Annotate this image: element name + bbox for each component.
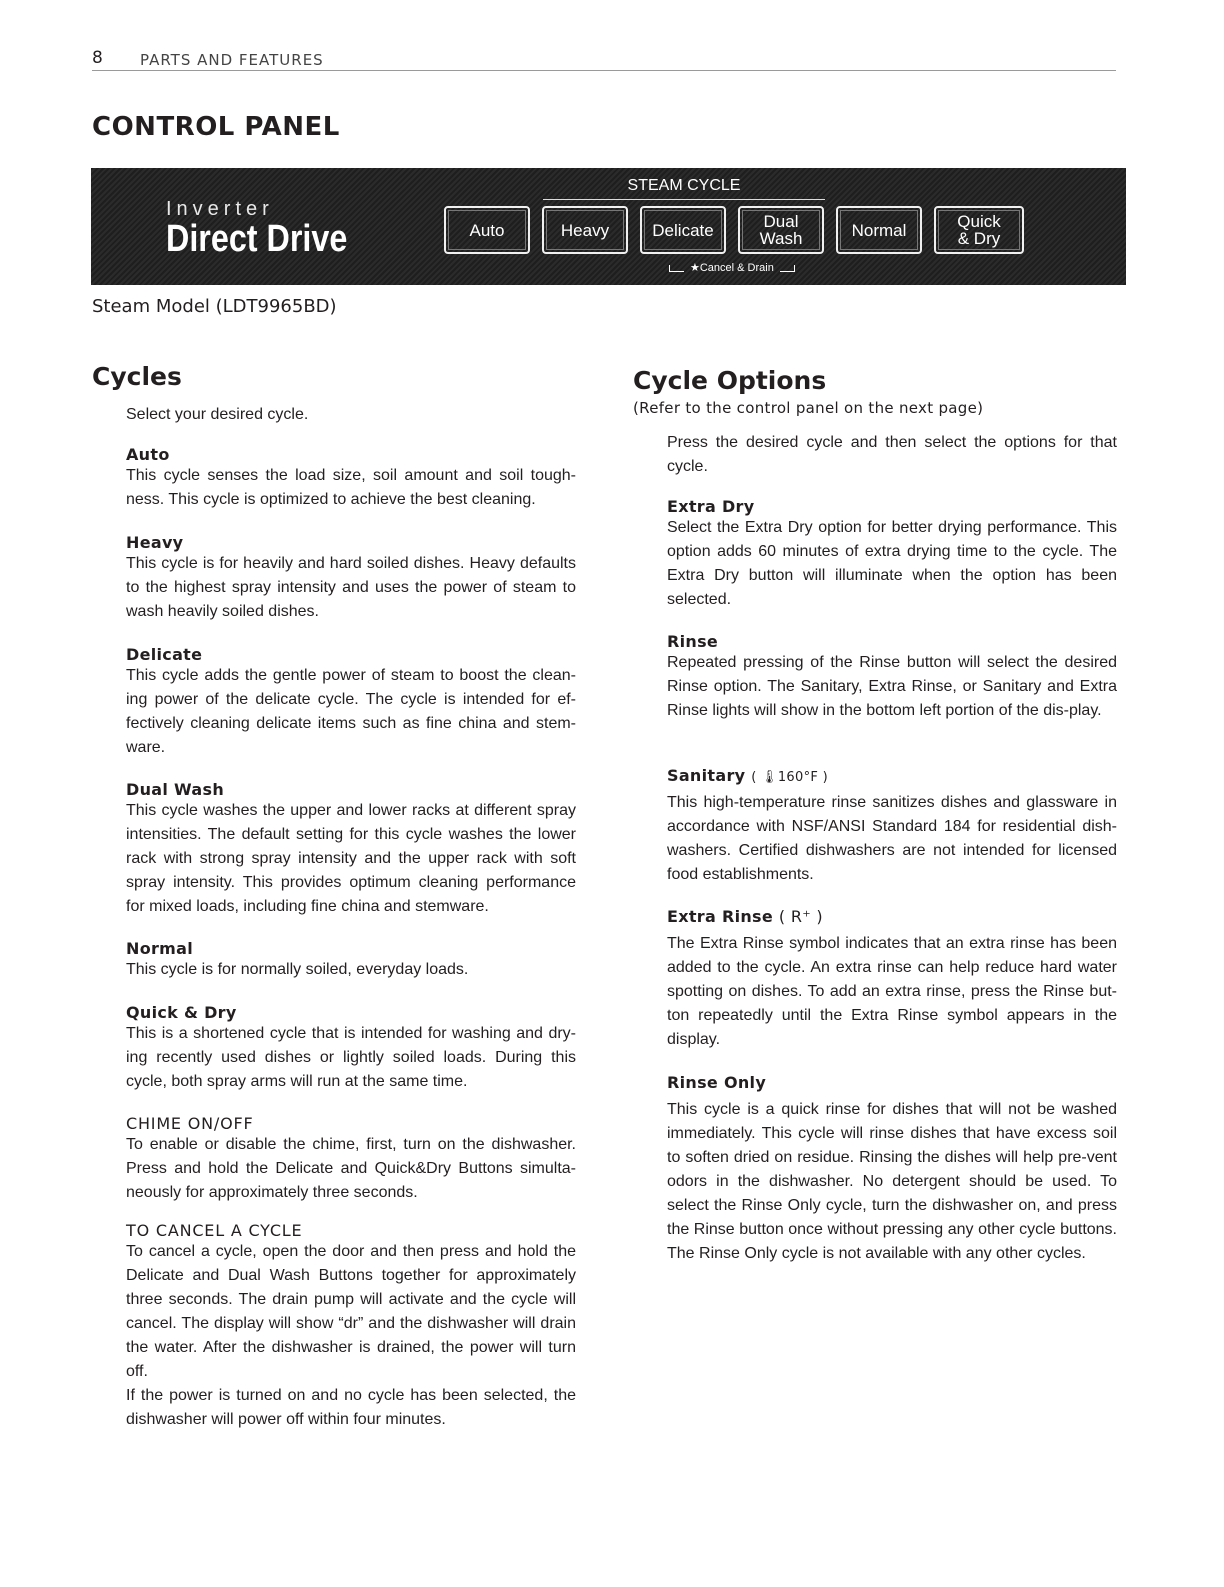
auto-button: Auto	[444, 206, 530, 254]
cycle-title: Normal	[126, 939, 194, 958]
option-rinse-only	[667, 1073, 1117, 1266]
cycle-text: This cycle washes the upper and lower racks at different spray intensities. The default setting for this cycle washes the lower rack with strong spray intensity and the upper rack with soft spray intensity. This provides optimum cleaning performance for mixed loads, including fine china and stemware.	[126, 802, 576, 915]
option-text: Repeated pressing of the Rinse button will select the desired Rinse option. The Sanitary, Extra Rinse, or Sanitary and Extra Rinse lights will show in the bottom left portion of the dis-play.	[667, 654, 1117, 719]
cancel-text: To cancel a cycle, open the door and then press and hold the Delicate and Dual Wash Buttons together for approximately three seconds. The drain pump will activate and the cycle will cancel. The display will show “dr” and the dishwasher will drain the water. After the dishwasher is drained, the power will turn off.	[126, 1243, 576, 1380]
chime-title: CHIME ON/OFF	[126, 1114, 254, 1133]
cycle-title: Delicate	[126, 645, 203, 664]
option-text: Select the Extra Dry option for better drying performance. This option adds 60 minutes of extra drying time to the cycle. The Extra Dry button will illuminate when the option has been selected.	[667, 519, 1117, 608]
cycle-text: This cycle is for heavily and hard soiled dishes. Heavy defaults to the highest spray intensity and uses the power of steam to wash heavily soiled dishes.	[126, 555, 576, 620]
option-extra-rinse	[667, 907, 1117, 1052]
dual-wash-button: Dual Wash	[738, 206, 824, 254]
option-title: Sanitary	[667, 766, 746, 785]
page-number: 8	[92, 48, 103, 68]
option-rinse	[667, 632, 1117, 723]
brand-direct-drive: Direct Drive	[166, 218, 348, 260]
cycle-text: This is a shortened cycle that is intended for washing and dry-ing recently used dishes or lightly soiled loads. During this cycle, both spray arms will run at the same time.	[126, 1025, 576, 1090]
cycles-heading: Cycles	[92, 362, 182, 391]
option-title: Rinse	[667, 632, 719, 651]
cancel-title: TO CANCEL A CYCLE	[126, 1221, 303, 1240]
heavy-button: Heavy	[542, 206, 628, 254]
panel-caption: Steam Model (LDT9965BD)	[92, 296, 337, 317]
cycle-quick-dry	[126, 1003, 576, 1094]
chime-text: To enable or disable the chime, first, turn on the dishwasher. Press and hold the Delicate and Quick&Dry Buttons simulta-neously for approximately three seconds.	[126, 1136, 576, 1201]
option-sanitary	[667, 766, 1117, 887]
chime-on-off	[126, 1114, 576, 1205]
cycle-title: Auto	[126, 445, 170, 464]
control-panel-image	[91, 168, 1126, 285]
cycle-title: Quick & Dry	[126, 1003, 237, 1022]
cycles-intro-text: Select your desired cycle.	[126, 406, 309, 423]
option-text: The Extra Rinse symbol indicates that an extra rinse has been added to the cycle. An extra rinse can help reduce hard water spotting on dishes. To add an extra rinse, press the Rinse but-ton repeatedly until the Extra Rinse symbol appears in the display.	[667, 935, 1117, 1048]
cycle-auto	[126, 445, 576, 512]
option-text: This cycle is a quick rinse for dishes that will not be washed immediately. This cycle will rinse dishes that have excess soil to soften dried on residue. Rinsing the dishes will help pre-vent odors in the dishwasher. No detergent should be used. To select the Rinse Only cycle, turn the dishwasher on, and press the Rinse button once without pressing any other cycle buttons. The Rinse Only cycle is not available with any other cycles.	[667, 1101, 1117, 1262]
option-text: This high-temperature rinse sanitizes dishes and glassware in accordance with NSF/ANSI Standard 184 for residential dish-washers. Certified dishwashers are not intended for licensed food establishments.	[667, 794, 1117, 883]
option-title-row	[667, 907, 1117, 926]
page-header	[92, 48, 1116, 71]
cycles-intro	[126, 403, 576, 427]
cancel-drain-text: ★Cancel & Drain	[690, 262, 774, 274]
options-intro	[667, 431, 1117, 479]
option-extra-dry	[667, 497, 1117, 612]
quick-dry-button: Quick & Dry	[934, 206, 1024, 254]
options-intro-text: Press the desired cycle and then select the options for that cycle.	[667, 434, 1117, 475]
cycle-text: This cycle is for normally soiled, everyday loads.	[126, 961, 469, 978]
delicate-button: Delicate	[640, 206, 726, 254]
page-title: CONTROL PANEL	[92, 112, 340, 142]
cycle-text: This cycle senses the load size, soil amount and soil tough-ness. This cycle is optimized to achieve the best cleaning.	[126, 467, 576, 508]
option-title: Extra Dry	[667, 497, 755, 516]
extra-rinse-icon: ( R⁺ )	[778, 907, 823, 926]
cycle-heavy	[126, 533, 576, 624]
option-title: Rinse Only	[667, 1073, 767, 1092]
steam-cycle-label: STEAM CYCLE	[543, 177, 825, 200]
option-title-row	[667, 766, 1117, 785]
cycle-dual-wash	[126, 780, 576, 919]
cycle-options-subheading: (Refer to the control panel on the next page)	[633, 399, 984, 417]
cycle-normal	[126, 939, 576, 982]
cycle-title: Dual Wash	[126, 780, 225, 799]
brand-inverter: Inverter	[166, 198, 274, 220]
cycle-delicate	[126, 645, 576, 760]
option-title: Extra Rinse	[667, 907, 774, 926]
cycle-text: This cycle adds the gentle power of steam to boost the clean-ing power of the delicate cycle. The cycle is intended for ef-fectively cleaning delicate items such as fine china and stem-ware.	[126, 667, 576, 756]
cancel-drain-label	[669, 261, 795, 274]
cancel-cycle	[126, 1221, 576, 1432]
section-label: PARTS AND FEATURES	[140, 51, 324, 69]
bracket-left-icon	[669, 265, 684, 272]
normal-button: Normal	[836, 206, 922, 254]
cycle-title: Heavy	[126, 533, 184, 552]
thermometer-icon: ( 🌡160°F )	[751, 770, 828, 785]
cycle-options-heading: Cycle Options	[633, 366, 827, 395]
bracket-right-icon	[780, 265, 795, 272]
cancel-text-2: If the power is turned on and no cycle has been selected, the dishwasher will power off within four minutes.	[126, 1387, 576, 1428]
